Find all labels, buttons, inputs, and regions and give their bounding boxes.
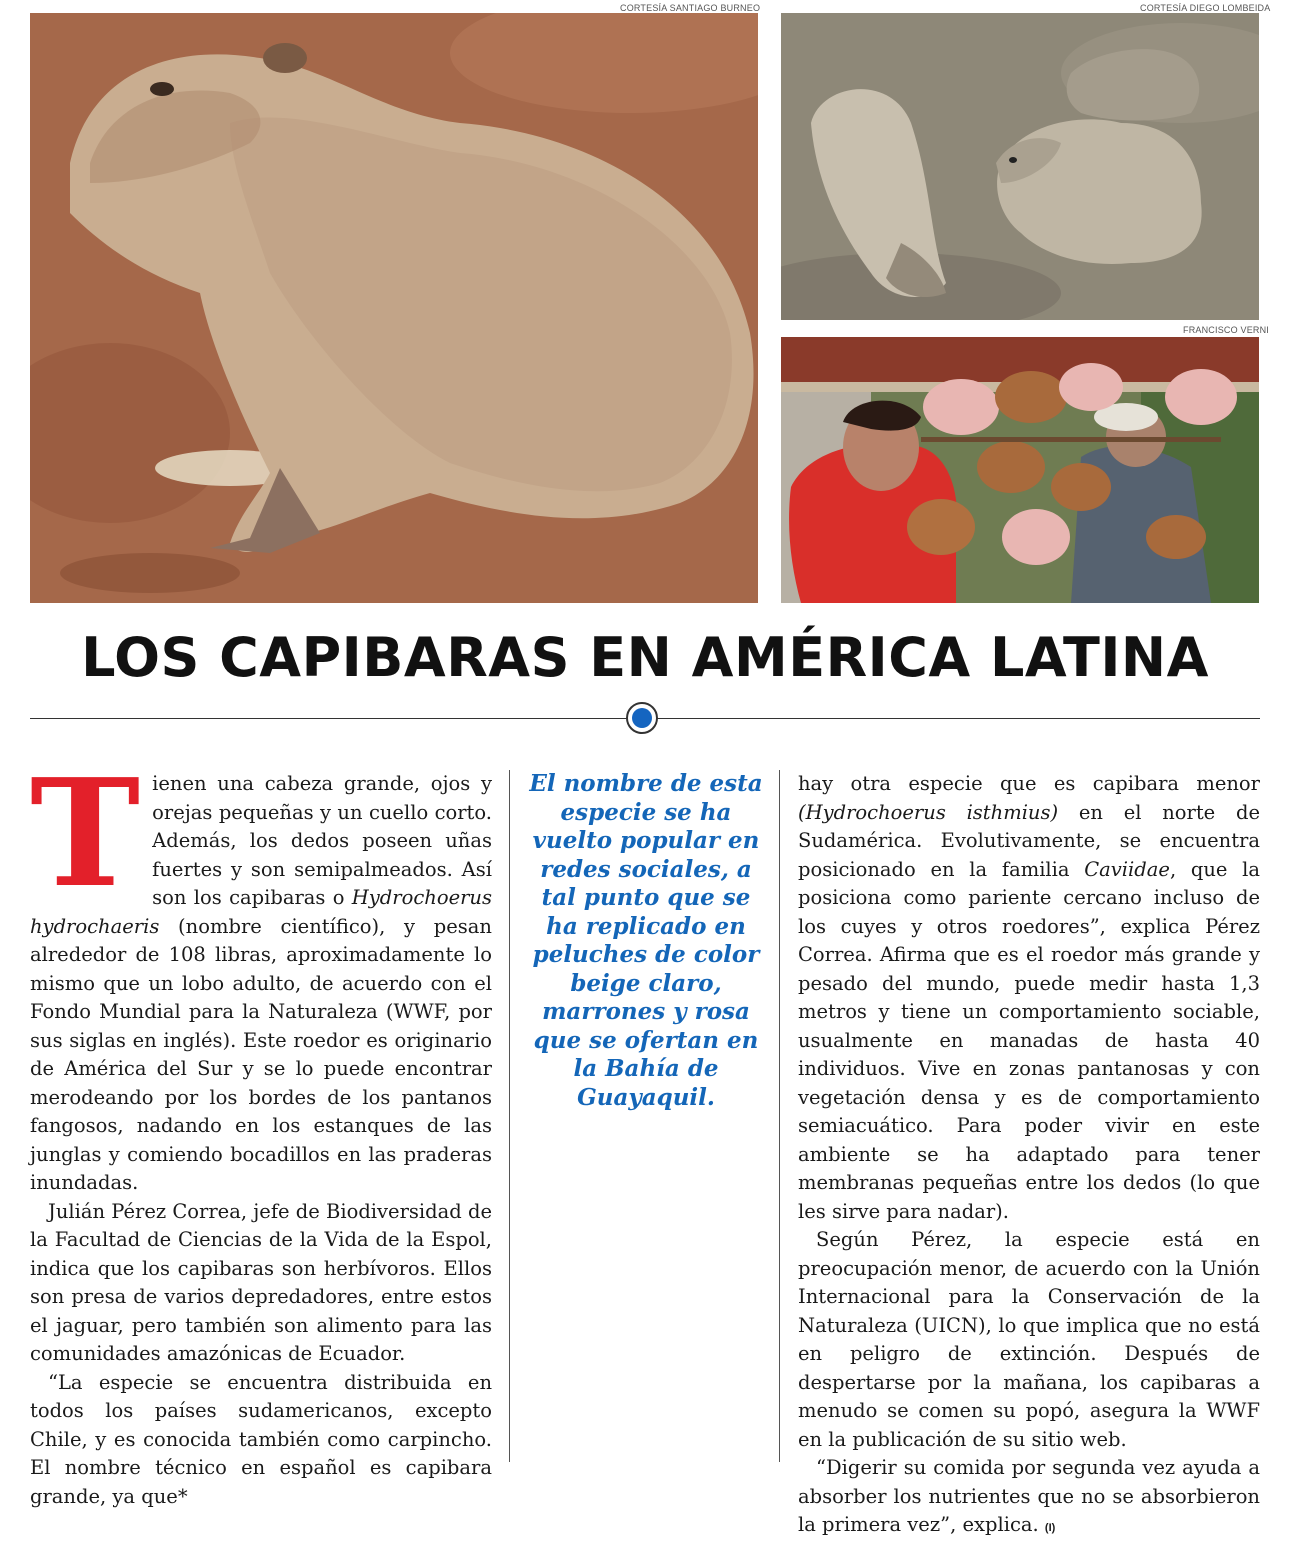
rule-dot-ornament [626, 702, 658, 734]
col3-paragraph-1 [798, 770, 1260, 1226]
col1-p1-text-c: (nombre científico), y pesan alrededor de 108 libras, aproximadamente lo mismo que un lobo adulto, de acuerdo con el Fondo Mundial para la Naturaleza (WWF, por sus siglas en inglés). Este roedor es originario de América del Sur y se lo puede encontrar merodeando por los bordes de los pantanos fangosos, nadando en los estanques de las junglas y comiendo bocadillos en las praderas inundadas. [30, 914, 492, 1194]
photo-credit-main: CORTESÍA SANTIAGO BURNEO [620, 3, 761, 13]
col3-p3-text: “Digerir su comida por segunda vez ayuda a absorber los nutrientes que no se absorbieron la primera vez”, explica. [798, 1456, 1260, 1536]
col1-paragraph-3 [30, 1369, 492, 1512]
col1-p3-text: “La especie se encuentra distribuida en todos los países sudamericanos, excepto Chile, y es conocida también como carpincho. El nombre técnico en español es capibara grande, ya que [30, 1370, 492, 1508]
headline: LOS CAPIBARAS EN AMÉRICA LATINA [81, 626, 1209, 689]
col3-paragraph-3 [798, 1454, 1260, 1543]
col3-p1-text-c: en el norte de Sudamérica. Evolutivamente, se encuentra posicionado en la familia [798, 800, 1260, 881]
continue-mark: * [177, 1484, 188, 1508]
end-mark: (I) [1044, 1522, 1056, 1534]
col1-p1-scientific-name: Hydrochoerus hydrochaeris [30, 886, 492, 938]
photo-credit-bottom-right: FRANCISCO VERNI [1183, 325, 1270, 335]
article-column-1 [30, 746, 492, 1511]
plush-vendor-photo [781, 337, 1259, 603]
photo-credit-top-right: CORTESÍA DIEGO LOMBEIDA [1140, 3, 1271, 13]
capybara-main-photo [30, 13, 758, 603]
pull-quote: El nombre de esta especie se ha vuelto popular en redes sociales, a tal punto que se ha replicado en peluches de color beige claro, marrones y rosa que se ofertan en la Bahía de Guayaquil. [529, 770, 763, 1111]
column-separator-right [779, 770, 780, 1462]
col3-p1-family-name: Caviidae [1084, 857, 1170, 881]
column-separator-left [509, 770, 510, 1462]
col1-paragraph-2: Julián Pérez Correa, jefe de Biodiversidad de la Facultad de Ciencias de la Vida de la Espol, indica que los capibaras son herbívoros. Ellos son presa de varios depredadores, entre estos el jaguar, pero también son alimento para las comunidades amazónicas de Ecuador. [30, 1199, 492, 1365]
drop-cap: T [30, 746, 141, 920]
col3-p1-text-a: hay otra especie que es capibara menor [798, 772, 1260, 795]
col3-paragraph-2: Según Pérez, la especie está en preocupación menor, de acuerdo con la Unión Internacional para la Conservación de la Naturaleza (UICN), lo que implica que no está en peligro de extinción. Después de despertarse por la mañana, los capibaras a menudo se comen su popó, asegura la WWF en la publicación de su sitio web. [798, 1228, 1260, 1451]
col3-p1-text-e: , que la posiciona como pariente cercano incluso de los cuyes y otros roedores”, explica Pérez Correa. Afirma que es el roedor más grande y pesado del mundo, puede medir hasta 1,3 metros y tiene un comportamiento sociable, usualmente en manadas de hasta 40 individuos. Vive en zonas pantanosas y con vegetación densa y es de comportamiento semiacuático. Para poder vivir en este ambiente se ha adaptado para tener membranas pequeñas entre los dedos (lo que les sirve para nadar). [798, 857, 1260, 1223]
col1-paragraph-1 [30, 746, 492, 1198]
article-column-3 [798, 770, 1260, 1543]
col1-p1-text-a: ienen una cabeza grande, ojos y orejas pequeñas y un cuello corto. Además, los dedos poseen uñas fuertes y son semipalmeados. Así son los capibaras o [152, 772, 492, 909]
capybaras-group-photo [781, 13, 1259, 320]
col3-p1-scientific-name: (Hydrochoerus isthmius) [798, 800, 1059, 824]
